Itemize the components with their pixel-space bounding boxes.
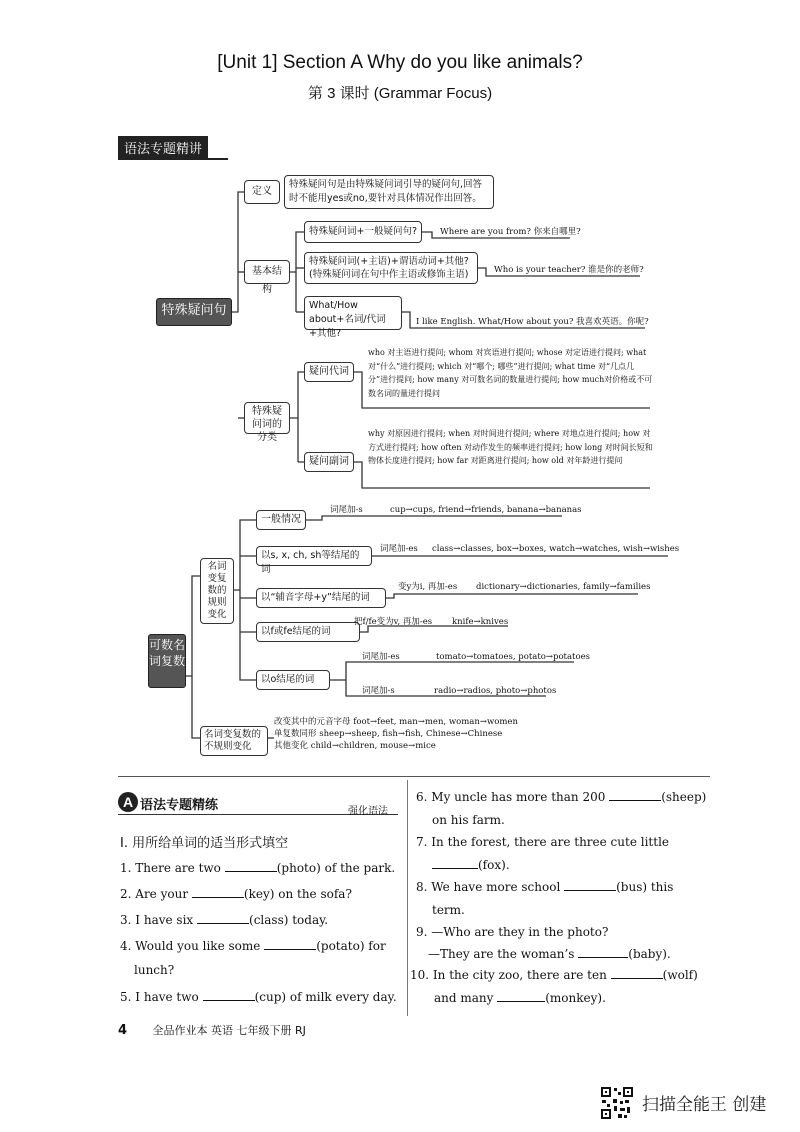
rule-text-3: 变y为i, 再加-es — [398, 582, 458, 592]
rule-ex-2: class→classes, box→boxes, watch→watches, wish→wishes — [432, 544, 680, 554]
structure-pattern-2: 特殊疑问词(+主语)+谓语动词+其他?(特殊疑问词在句中作主语或修饰主语) — [304, 252, 478, 284]
exercise-7-cont: (fox). — [432, 853, 510, 877]
exercise-4: 4. Would you like some (potato) for — [120, 934, 386, 958]
rule-cond-5: 以o结尾的词 — [256, 670, 330, 690]
rule-text-4: 把f/fe变为v, 再加-es — [354, 617, 433, 627]
structure-example-1: Where are you from? 你来自哪里? — [440, 227, 581, 237]
rule-ex-5: tomato→tomatoes, potato→potatoes — [436, 652, 590, 662]
column-divider — [407, 780, 408, 1016]
exercise-8-cont: term. — [432, 903, 465, 917]
exercise-2: 2. Are your (key) on the sofa? — [120, 882, 352, 906]
answer-blank-7[interactable] — [432, 854, 478, 869]
watermark-text: 扫描全能王 创建 — [642, 1095, 767, 1115]
exercise-3: 3. I have six (class) today. — [120, 908, 328, 932]
rule-text-1: 词尾加-s — [330, 505, 363, 515]
definition-text: 特殊疑问句是由特殊疑问词引导的疑问句,回答时不能用yes或no,要针对具体情况作出回答。 — [284, 175, 494, 209]
rule-ex-4: knife→knives — [452, 617, 509, 627]
rule-ex-5b: radio→radios, photo→photos — [434, 686, 557, 696]
root-plural-nouns: 可数名词复数 — [148, 634, 186, 688]
exercise-7: 7. In the forest, there are three cute little — [416, 835, 670, 849]
part-heading: Ⅰ. 用所给单词的适当形式填空 — [120, 836, 289, 851]
answer-blank-5[interactable] — [203, 986, 255, 1001]
answer-blank-4[interactable] — [264, 935, 316, 950]
rule-ex-3: dictionary→dictionaries, family→families — [476, 582, 651, 592]
page-subtitle: 第 3 课时 (Grammar Focus) — [307, 85, 493, 102]
answer-blank-3[interactable] — [197, 909, 249, 924]
page-title: [Unit 1] Section A Why do you like animals? — [217, 52, 583, 73]
exercise-9-line2: —They are the woman’s (baby). — [428, 942, 671, 966]
exercise-4-cont: lunch? — [134, 963, 175, 977]
structure-example-3: I like English. What/How about you? 我喜欢英语。你呢? — [416, 317, 649, 327]
structure-pattern-3: What/How about+名词/代词+其他? — [304, 296, 402, 330]
answer-blank-10[interactable] — [611, 964, 663, 979]
exercise-8: 8. We have more school (bus) this — [416, 875, 673, 899]
exercise-10: 10. In the city zoo, there are ten (wolf) — [410, 963, 698, 987]
irregular-line-3: 其他变化 child→children, mouse→mice — [274, 741, 436, 751]
answer-blank-6[interactable] — [609, 786, 661, 801]
pronoun-text: who 对主语进行提问; whom 对宾语进行提问; whose 对定语进行提问; what 对“什么”进行提问; which 对“哪个; 哪些”进行提问; what time 对“几点几分”进行提问; how many 对可数名词的数量进行提问; how much对价格或不可数名词的量进行提问 — [368, 348, 653, 398]
answer-blank-1[interactable] — [225, 857, 277, 872]
section-divider — [118, 776, 710, 777]
page-number: 4 — [118, 1023, 128, 1038]
rule-text-5: 词尾加-es — [362, 652, 400, 662]
rule-cond-4: 以f或fe结尾的词 — [256, 622, 360, 642]
classification-label: 特殊疑问词的分类 — [244, 402, 290, 434]
adverb-label: 疑问副词 — [304, 452, 354, 472]
section-title: 语法专题精练 — [140, 798, 219, 813]
definition-label: 定义 — [244, 180, 280, 204]
section-tag: 语法专题精讲 — [118, 136, 208, 159]
structure-example-2: Who is your teacher? 谁是你的老师? — [494, 265, 644, 275]
adverb-text: why 对原因进行提问; when 对时间进行提问; where 对地点进行提问; how 对方式进行提问; how often 对动作发生的频率进行提问; how long 对时间长短和物体长度进行提问; how far 对距离进行提问; how old 对年龄进行提问 — [368, 429, 653, 465]
footer — [118, 1022, 306, 1038]
structure-label: 基本结构 — [244, 260, 290, 284]
exercise-5: 5. I have two (cup) of milk every day. — [120, 985, 397, 1009]
exercise-6: 6. My uncle has more than 200 (sheep) — [416, 785, 706, 809]
irregular-line-2: 单复数同形 sheep→sheep, fish→fish, Chinese→Chinese — [274, 729, 503, 739]
rule-cond-3: 以“辅音字母+y”结尾的词 — [256, 588, 386, 608]
pronoun-label: 疑问代词 — [304, 362, 354, 382]
root-special-questions: 特殊疑问句 — [156, 298, 232, 326]
rule-text-5b: 词尾加-s — [362, 686, 395, 696]
answer-blank-9[interactable] — [578, 943, 628, 958]
section-tag-2: 强化语法 — [348, 806, 388, 817]
rule-ex-1: cup→cups, friend→friends, banana→bananas — [390, 505, 582, 515]
exercise-10-line2: and many (monkey). — [434, 986, 606, 1010]
answer-blank-2[interactable] — [192, 883, 244, 898]
answer-blank-8[interactable] — [564, 876, 616, 891]
rule-cond-2: 以s, x, ch, sh等结尾的词 — [256, 546, 372, 566]
exercise-9: 9. —Who are they in the photo? — [416, 925, 609, 939]
regular-label: 名词变复数的规则变化 — [200, 558, 234, 624]
rule-text-2: 词尾加-es — [380, 544, 418, 554]
answer-blank-11[interactable] — [497, 987, 545, 1002]
irregular-line-1: 改变其中的元音字母 foot→feet, man→men, woman→women — [274, 717, 518, 727]
structure-pattern-1: 特殊疑问词+一般疑问句? — [304, 221, 422, 243]
rule-cond-1: 一般情况 — [256, 510, 306, 530]
qr-code-icon — [600, 1086, 634, 1120]
exercise-1: 1. There are two (photo) of the park. — [120, 856, 395, 880]
irregular-label: 名词变复数的不规则变化 — [200, 726, 268, 756]
section-badge: A — [118, 792, 138, 812]
footer-text: 全品作业本 英语 七年级下册 RJ — [152, 1024, 306, 1037]
exercise-6-cont: on his farm. — [432, 813, 505, 827]
